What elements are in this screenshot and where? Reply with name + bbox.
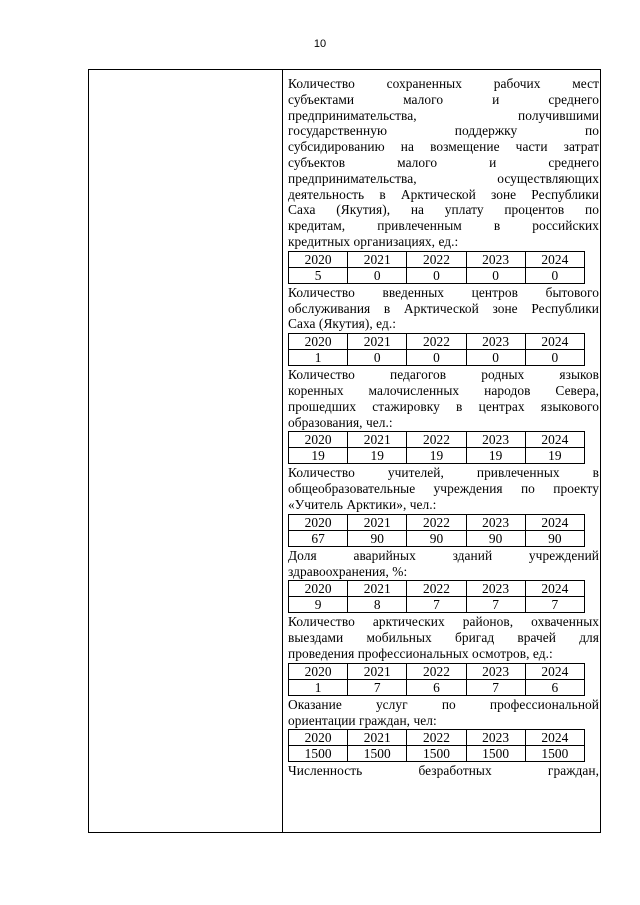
value-cell: 90 [466,530,525,546]
value-cell: 90 [525,530,584,546]
year-cell: 2022 [407,514,466,530]
values-row [289,746,585,762]
value-cell: 9 [289,597,348,613]
year-cell: 2023 [466,432,525,448]
value-cell: 1500 [466,746,525,762]
year-cell: 2020 [289,581,348,597]
value-cell: 0 [525,350,584,366]
indicator-text-line: государственную поддержку по [288,123,599,139]
value-cell: 1500 [407,746,466,762]
value-cell: 5 [289,267,348,283]
indicator-text-line: «Учитель Арктики», чел.: [288,496,437,512]
value-cell: 6 [525,679,584,695]
indicator-description [288,465,599,512]
indicator-text-line: субъектами малого и среднего [288,91,599,107]
value-cell: 90 [348,530,407,546]
value-cell: 0 [348,267,407,283]
year-cell: 2024 [525,663,584,679]
indicator-text-line: общеобразовательные учреждения по проекту [288,481,599,497]
indicator-text-line: Саха (Якутия), на уплату процентов по [288,202,599,218]
value-cell: 1 [289,679,348,695]
values-row [289,350,585,366]
values-row [289,679,585,695]
indicator-text-line: предпринимательства, получившими [288,107,599,123]
value-cell: 0 [466,267,525,283]
indicator-text-line: проведения профессиональных осмотров, ед.: [288,645,553,661]
years-row [289,730,585,746]
years-row [289,251,585,267]
year-cell: 2023 [466,251,525,267]
year-cell: 2022 [407,432,466,448]
indicator-text-line: Саха (Якутия), ед.: [288,316,397,332]
indicator-values-table [288,251,585,284]
year-cell: 2022 [407,663,466,679]
year-cell: 2021 [348,251,407,267]
value-cell: 19 [407,448,466,464]
year-cell: 2020 [289,251,348,267]
years-row [289,334,585,350]
value-cell: 8 [348,597,407,613]
year-cell: 2020 [289,432,348,448]
value-cell: 1 [289,350,348,366]
page-number: 10 [313,38,327,50]
value-cell: 19 [466,448,525,464]
value-cell: 7 [525,597,584,613]
column-divider [282,70,283,832]
indicator-values-table [288,580,585,613]
indicator-text-line: ориентации граждан, чел: [288,712,437,728]
indicator-description [288,614,599,661]
indicator-text-line: Количество сохраненных рабочих мест [288,76,599,91]
value-cell: 7 [466,679,525,695]
year-cell: 2021 [348,730,407,746]
value-cell: 7 [407,597,466,613]
indicator-text-line: обслуживания в Арктической зоне Республики [288,300,599,316]
year-cell: 2021 [348,581,407,597]
indicator-description [288,697,599,729]
values-row [289,597,585,613]
year-cell: 2021 [348,663,407,679]
value-cell: 1500 [348,746,407,762]
years-row [289,432,585,448]
indicator-text-line: деятельность в Арктической зоне Республики [288,186,599,202]
year-cell: 2024 [525,581,584,597]
indicator-description [288,548,599,580]
indicator-text-line: коренных малочисленных народов Севера, [288,382,599,398]
years-row [289,514,585,530]
value-cell: 6 [407,679,466,695]
indicator-description [288,76,599,250]
values-row [289,267,585,283]
indicator-text-line: субъектов малого и среднего [288,154,599,170]
year-cell: 2024 [525,432,584,448]
value-cell: 0 [525,267,584,283]
indicator-text-line: Оказание услуг по профессиональной [288,696,599,712]
indicator-text-line: Доля аварийных зданий учреждений [288,547,599,563]
year-cell: 2021 [348,514,407,530]
indicator-text-line: прошедших стажировку в центрах языкового [288,398,599,414]
document-table [88,69,601,833]
value-cell: 19 [525,448,584,464]
year-cell: 2024 [525,730,584,746]
value-cell: 0 [466,350,525,366]
value-cell: 1500 [289,746,348,762]
year-cell: 2020 [289,334,348,350]
year-cell: 2024 [525,251,584,267]
value-cell: 7 [348,679,407,695]
values-row [289,448,585,464]
years-row [289,663,585,679]
year-cell: 2021 [348,334,407,350]
year-cell: 2023 [466,663,525,679]
year-cell: 2023 [466,581,525,597]
year-cell: 2023 [466,514,525,530]
indicator-text-line: предпринимательства, осуществляющих [288,170,599,186]
indicator-description [288,285,599,332]
indicator-text-line: Количество арктических районов, охваченных [288,614,599,630]
year-cell: 2020 [289,730,348,746]
values-row [289,530,585,546]
indicator-text-line: кредитам, привлеченным в российских [288,218,599,234]
value-cell: 0 [348,350,407,366]
value-cell: 19 [289,448,348,464]
indicator-text-line: выездами мобильных бригад врачей для [288,630,599,646]
indicators-column [288,76,599,779]
trailing-text-line: Численность безработных граждан, [288,763,599,779]
year-cell: 2020 [289,514,348,530]
year-cell: 2022 [407,251,466,267]
indicator-values-table [288,663,585,696]
year-cell: 2022 [407,334,466,350]
indicator-text-line: субсидированию на возмещение части затрат [288,139,599,155]
year-cell: 2022 [407,581,466,597]
year-cell: 2024 [525,334,584,350]
indicator-text-line: Количество учителей, привлеченных в [288,465,599,481]
value-cell: 0 [407,267,466,283]
indicator-text-line: Количество введенных центров бытового [288,284,599,300]
value-cell: 0 [407,350,466,366]
value-cell: 67 [289,530,348,546]
year-cell: 2020 [289,663,348,679]
indicator-text-line: здравоохранения, %: [288,563,408,579]
year-cell: 2024 [525,514,584,530]
value-cell: 7 [466,597,525,613]
indicator-text-line: кредитных организациях, ед.: [288,233,459,249]
year-cell: 2021 [348,432,407,448]
value-cell: 19 [348,448,407,464]
indicator-values-table [288,431,585,464]
indicator-description [288,367,599,430]
years-row [289,581,585,597]
value-cell: 1500 [525,746,584,762]
value-cell: 90 [407,530,466,546]
year-cell: 2023 [466,730,525,746]
indicator-values-table [288,729,585,762]
indicator-values-table [288,514,585,547]
year-cell: 2023 [466,334,525,350]
indicator-text-line: Количество педагогов родных языков [288,367,599,383]
indicator-text-line: образования, чел.: [288,414,393,430]
year-cell: 2022 [407,730,466,746]
indicator-values-table [288,333,585,366]
